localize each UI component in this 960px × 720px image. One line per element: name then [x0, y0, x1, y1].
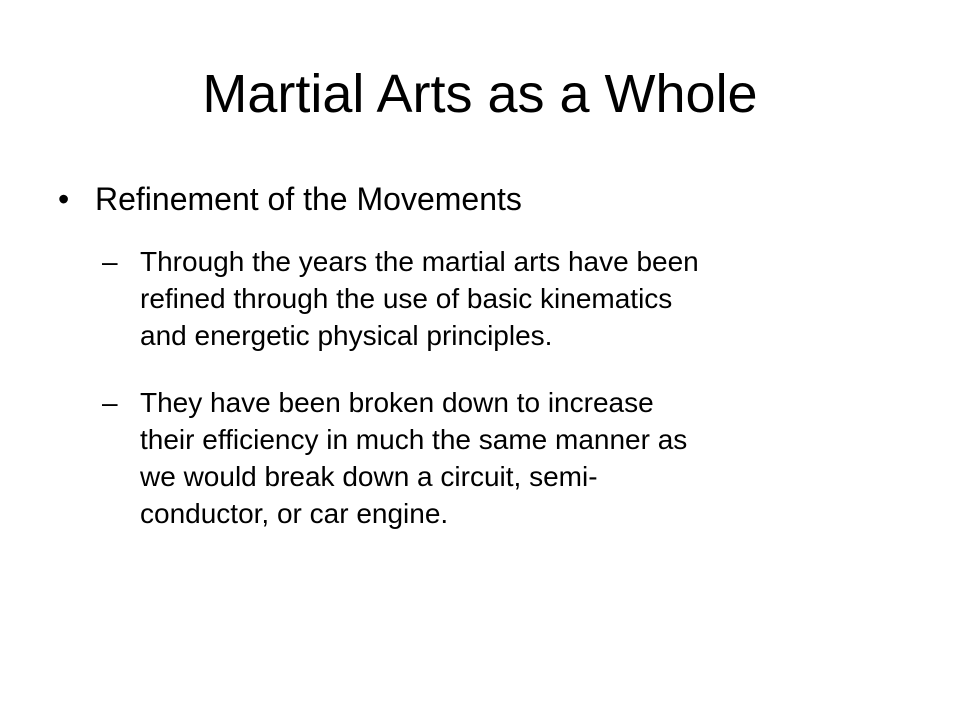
bullet-text: Refinement of the Movements — [95, 181, 522, 217]
subpoint-text — [140, 243, 880, 354]
slide-title: Martial Arts as a Whole — [202, 64, 758, 124]
subpoint-1 — [102, 243, 902, 363]
subpoint-dash: – — [102, 387, 118, 418]
subpoint-line: their efficiency in much the same manner as — [140, 424, 688, 455]
subpoint-line: refined through the use of basic kinematics — [140, 283, 673, 314]
subpoint-line: They have been broken down to increase — [140, 387, 654, 418]
subpoint-dash: – — [102, 246, 118, 277]
subpoint-2 — [102, 384, 902, 544]
bullet-marker: • — [58, 181, 70, 217]
subpoint-line: Through the years the martial arts have been — [140, 246, 699, 277]
subpoint-line: and energetic physical principles. — [140, 320, 553, 351]
subpoint-text — [140, 384, 880, 532]
subpoint-line: conductor, or car engine. — [140, 498, 449, 529]
subpoint-line: we would break down a circuit, semi- — [140, 461, 598, 492]
